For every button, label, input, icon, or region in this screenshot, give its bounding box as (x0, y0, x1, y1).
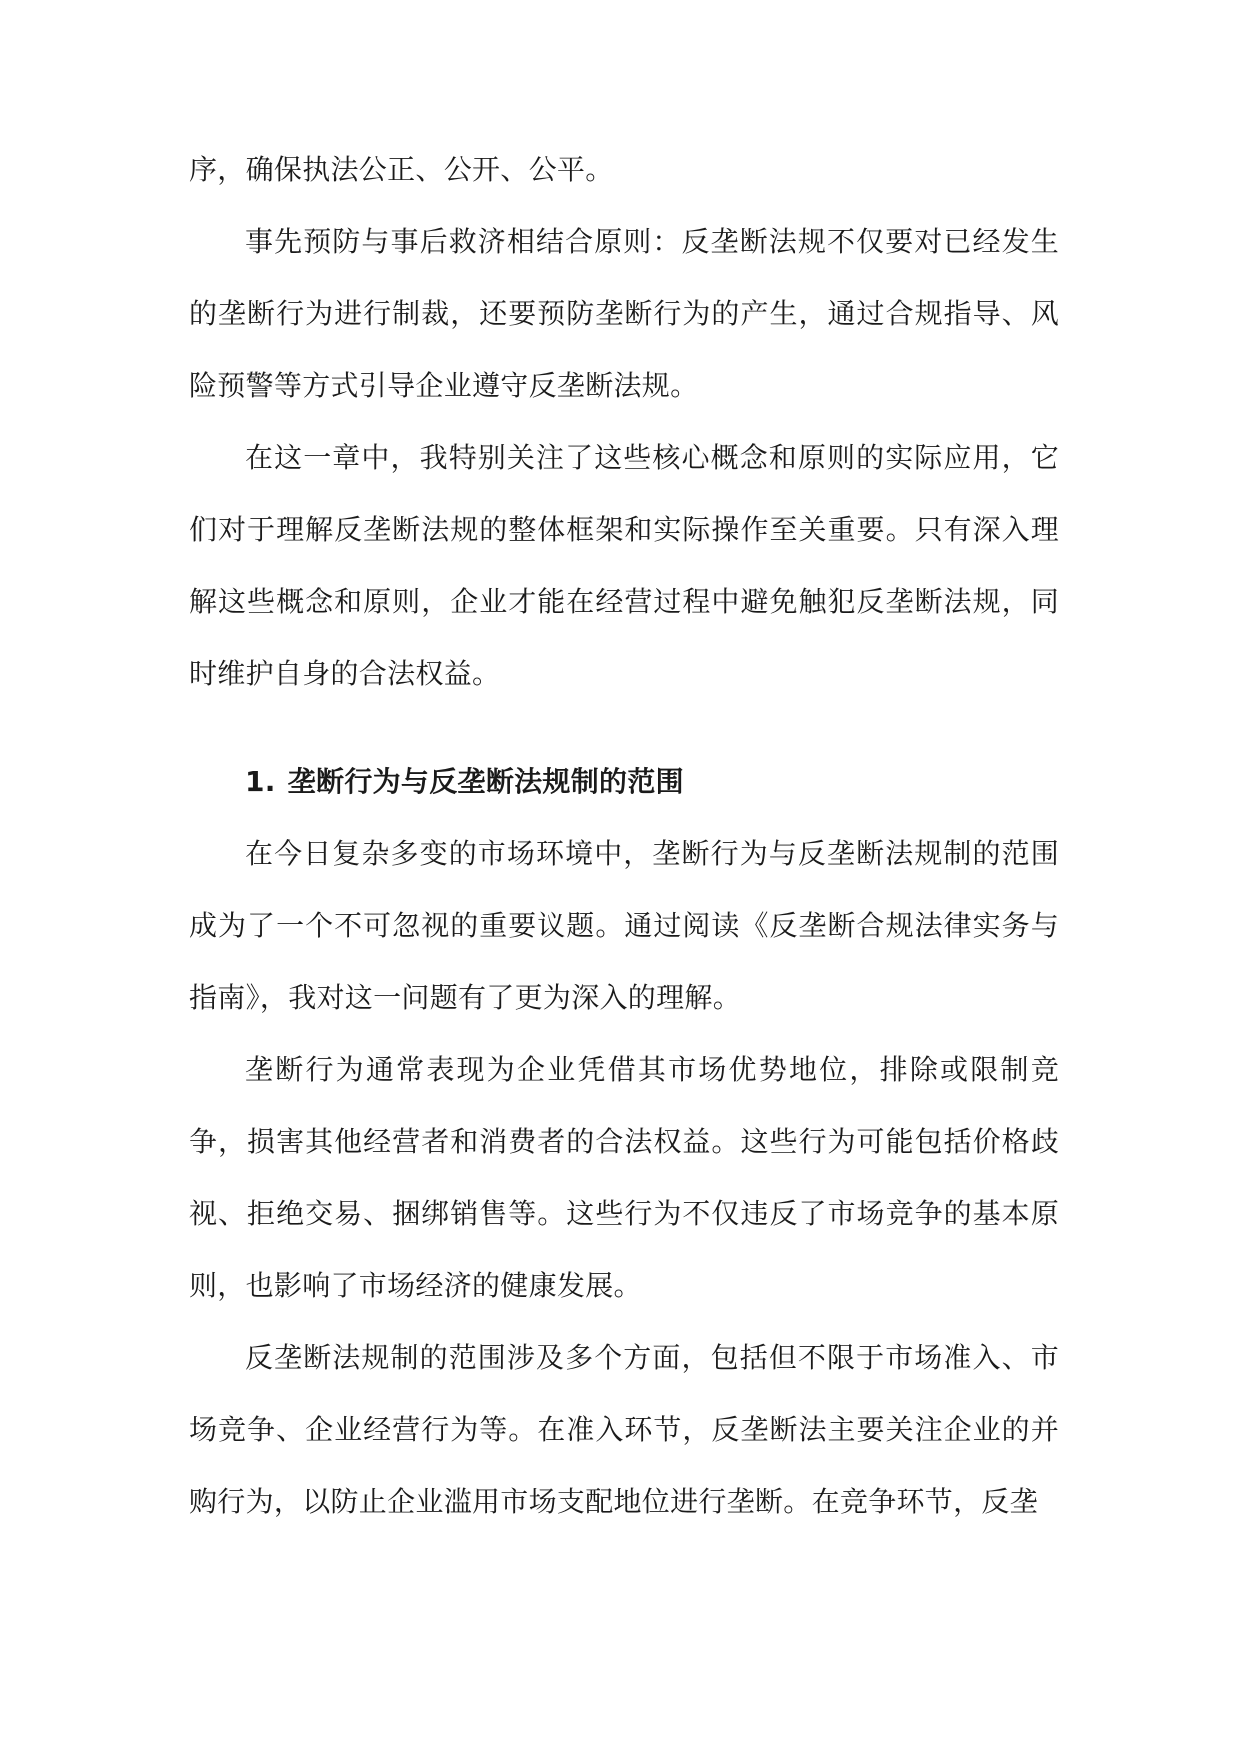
section-heading (189, 746, 1059, 818)
paragraph-monopoly-behavior: 垄断行为通常表现为企业凭借其市场优势地位，排除或限制竞争，损害其他经营者和消费者的合法权益。这些行为可能包括价格歧视、拒绝交易、捆绑销售等。这些行为不仅违反了市场竞争的基本原则，也影响了市场经济的健康发展。 (189, 1053, 1059, 1302)
document-page (189, 134, 1059, 1538)
paragraph-continuation: 序，确保执法公正、公开、公平。 (189, 153, 614, 186)
paragraph-chapter-summary: 在这一章中，我特别关注了这些核心概念和原则的实际应用，它们对于理解反垄断法规的整体框架和实际操作至关重要。只有深入理解这些概念和原则，企业才能在经营过程中避免触犯反垄断法规，同时维护自身的合法权益。 (189, 441, 1059, 690)
paragraph-prevention-principle: 事先预防与事后救济相结合原则：反垄断法规不仅要对已经发生的垄断行为进行制裁，还要预防垄断行为的产生，通过合规指导、风险预警等方式引导企业遵守反垄断法规。 (189, 225, 1059, 402)
section-title: 垄断行为与反垄断法规制的范围 (287, 765, 684, 798)
paragraph-regulation-scope: 反垄断法规制的范围涉及多个方面，包括但不限于市场准入、市场竞争、企业经营行为等。在准入环节，反垄断法主要关注企业的并购行为，以防止企业滥用市场支配地位进行垄断。在竞争环节，反垄 (189, 1341, 1059, 1518)
paragraph-intro: 在今日复杂多变的市场环境中，垄断行为与反垄断法规制的范围成为了一个不可忽视的重要议题。通过阅读《反垄断合规法律实务与指南》，我对这一问题有了更为深入的理解。 (189, 837, 1059, 1014)
section-number: 1. (245, 765, 276, 798)
